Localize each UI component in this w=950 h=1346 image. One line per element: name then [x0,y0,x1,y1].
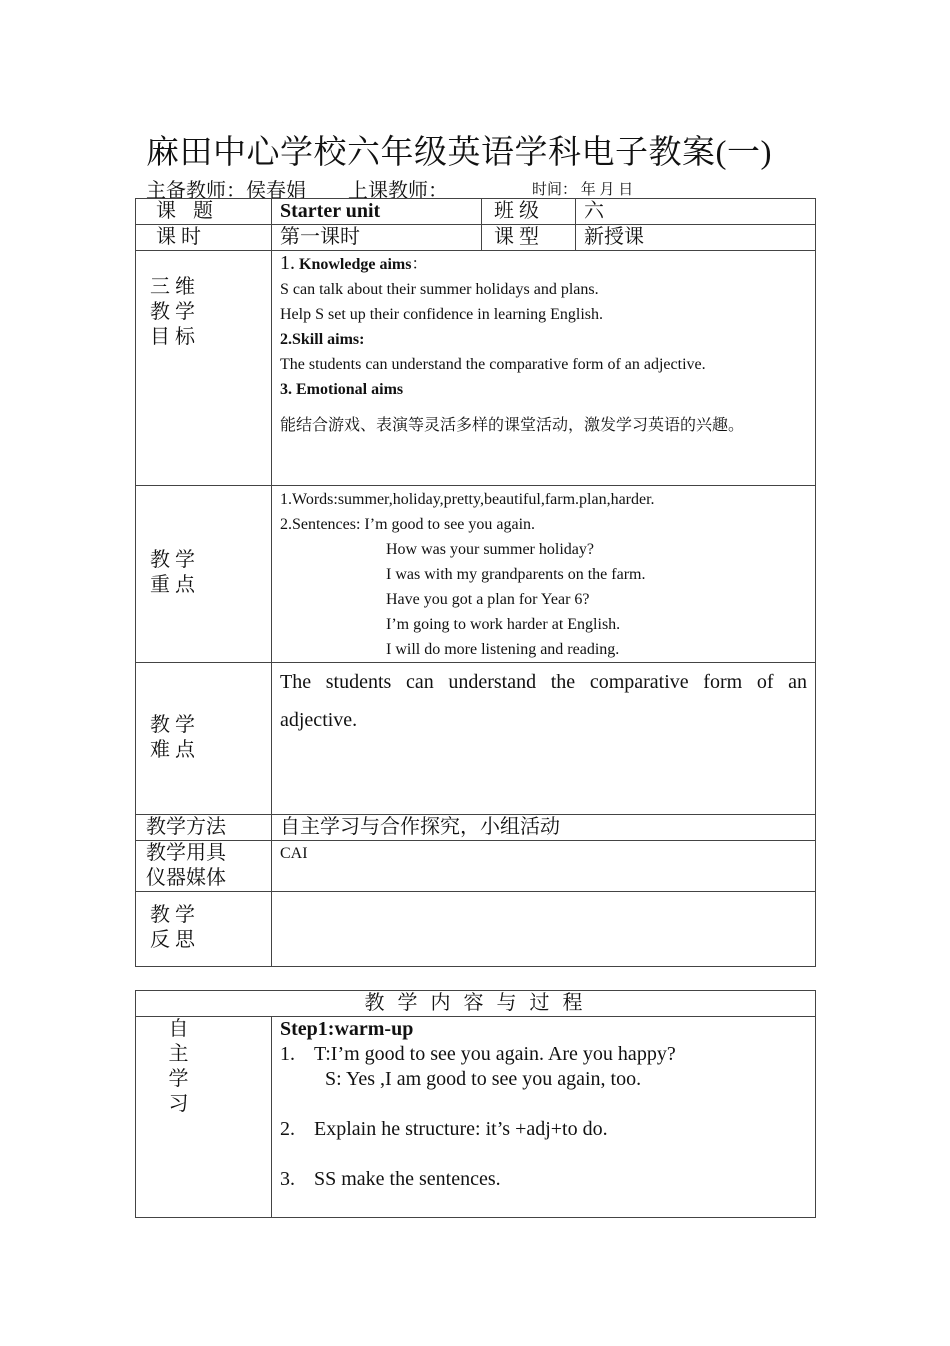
sentence: How was your summer holiday? [386,541,594,558]
period-label: 课 时 [136,225,272,251]
media-row [136,841,816,892]
method-label: 教学方法 [136,815,272,841]
process-heading-row [136,991,816,1017]
key-words: 1.Words:summer,holiday,pretty,beautiful,farm.plan,harder. [280,491,655,508]
topic-value: Starter unit [272,199,482,225]
lead-teacher: 主备教师：侯春娟 [146,180,306,202]
difficult-row [136,663,816,815]
knowledge-aims-heading: 1. Knowledge aims： [280,252,428,274]
difficult-content: The students can understand the comparative form of an adjective. [272,663,816,815]
aims-row [136,251,816,486]
media-value: CAI [272,841,816,892]
grade-label: 班 级 [482,199,576,225]
sentence: Have you got a plan for Year 6? [386,591,590,608]
aims-label: 三 维 教 学 目 标 [136,251,272,486]
skill-aim-text: The students can understand the comparative form of an adjective. [280,356,706,373]
reflection-content [272,892,816,967]
process-body-row [136,1017,816,1218]
skill-aims-heading: 2.Skill aims: [280,331,365,348]
emotional-aim-text: 能结合游戏、表演等灵活多样的课堂活动，激发学习英语的兴趣。 [280,415,745,434]
aims-content [272,251,816,486]
page-title: 麻田中心学校六年级英语学科电子教案(一) [146,135,772,171]
reflection-row [136,892,816,967]
emotional-aims-heading: 3. Emotional aims [280,381,404,398]
lesson-info-table [135,198,816,967]
process-heading: 教 学 内 容 与 过 程 [136,991,816,1017]
knowledge-aim-1: S can talk about their summer holidays and plans. [280,281,599,298]
difficult-label: 教 学 难 点 [136,663,272,815]
method-row [136,815,816,841]
class-teacher: 上课教师： [348,180,448,202]
topic-label: 课 题 [136,199,272,225]
method-value: 自主学习与合作探究，小组活动 [272,815,816,841]
process-steps [272,1017,816,1218]
step-item: 1. T:I’m good to see you again. Are you happy? [280,1043,676,1065]
sentence: I was with my grandparents on the farm. [386,566,646,583]
grade-value: 六 [576,199,816,225]
type-label: 课 型 [482,225,576,251]
process-table [135,990,816,1218]
sentence: I will do more listening and reading. [386,641,620,658]
lesson-time: 时间： 年 月 日 [532,182,634,198]
key-points-row [136,486,816,663]
period-row [136,225,816,251]
reflection-label: 教 学 反 思 [136,892,272,967]
type-value: 新授课 [576,225,816,251]
sentence: I’m going to work harder at English. [386,616,621,633]
period-value: 第一课时 [272,225,482,251]
step-item: 2. Explain he structure: it’s +adj+to do. [280,1118,608,1140]
knowledge-aim-2: Help S set up their confidence in learning English. [280,306,604,323]
key-points-label: 教 学 重 点 [136,486,272,663]
key-points-content [272,486,816,663]
step-item: 3. SS make the sentences. [280,1168,501,1190]
step-item: S: Yes ,I am good to see you again, too. [325,1068,642,1090]
step-title: Step1:warm-up [280,1018,414,1040]
media-label: 教学用具 仪器媒体 [136,841,272,892]
process-side-label: 自 主 学 习 [136,1017,272,1218]
sentences-head: 2.Sentences: I’m good to see you again. [280,516,536,533]
topic-row [136,199,816,225]
